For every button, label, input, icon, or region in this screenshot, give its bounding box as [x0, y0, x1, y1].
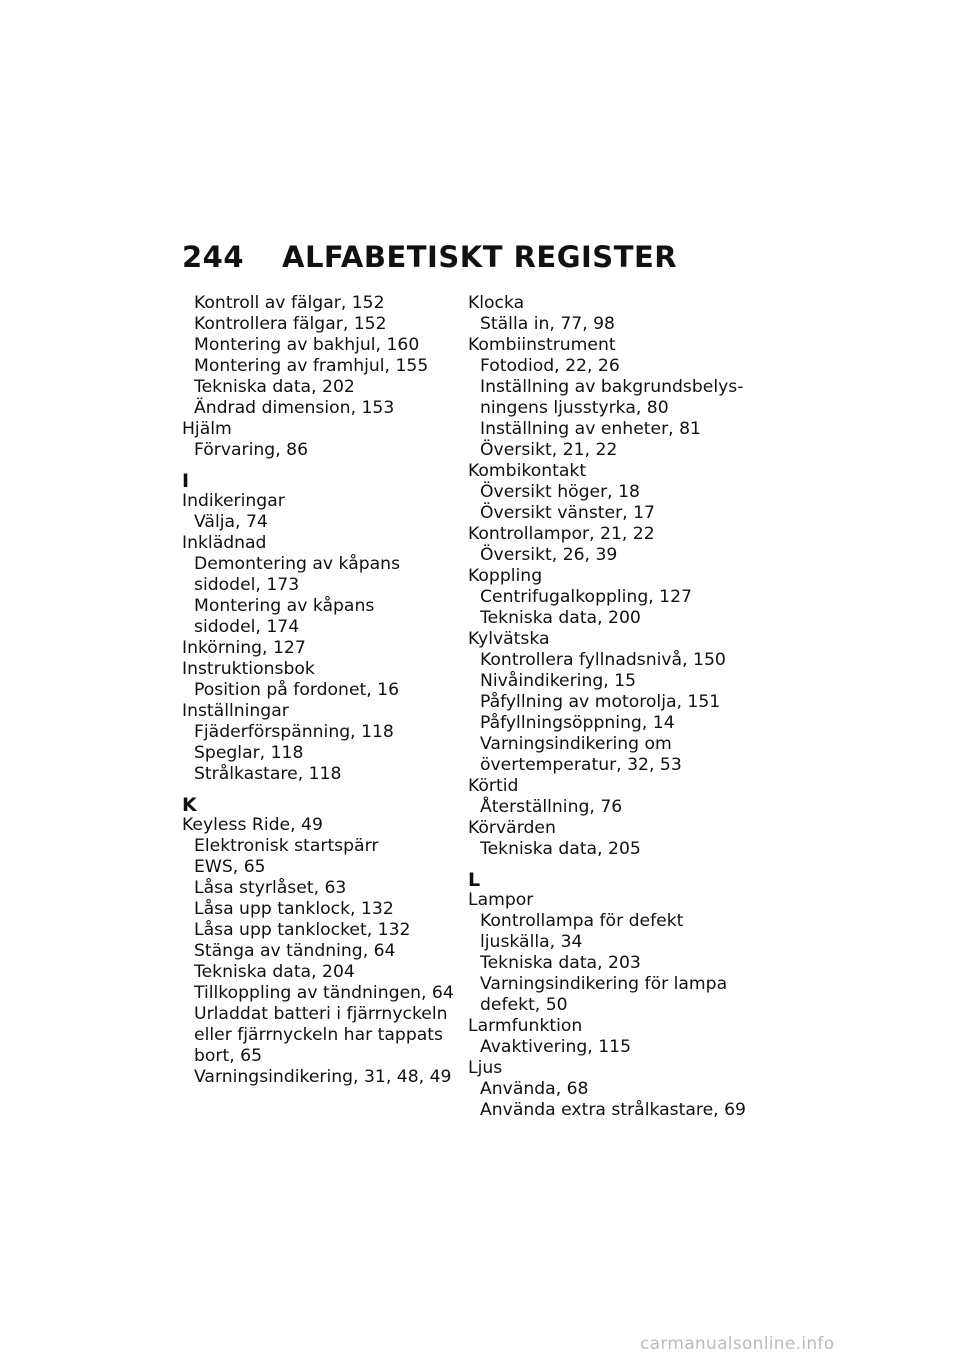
index-subentry: Inställning av bakgrundsbelys-	[480, 377, 744, 397]
index-subentry: Demontering av kåpans	[194, 554, 401, 574]
index-subentry: EWS, 65	[194, 857, 266, 877]
index-subentry: Tillkoppling av tändningen, 64	[194, 983, 454, 1003]
index-entry: Koppling	[468, 566, 543, 586]
index-subentry: övertemperatur, 32, 53	[480, 755, 682, 775]
index-subentry: Montering av bakhjul, 160	[194, 335, 420, 355]
index-subentry: Tekniska data, 204	[194, 962, 355, 982]
index-subentry: Kontrollera fyllnadsnivå, 150	[480, 650, 726, 670]
index-subentry: Strålkastare, 118	[194, 764, 342, 784]
index-entry: Kylvätska	[468, 629, 550, 649]
index-subentry: defekt, 50	[480, 995, 568, 1015]
index-subentry: Påfyllningsöppning, 14	[480, 713, 675, 733]
index-subentry: Använda extra strålkastare, 69	[480, 1100, 746, 1120]
index-subentry: Översikt, 21, 22	[480, 440, 618, 460]
index-subentry: Låsa styrlåset, 63	[194, 878, 347, 898]
index-entry: Inställningar	[182, 701, 289, 721]
index-subentry: Speglar, 118	[194, 743, 304, 763]
index-entry: Inkörning, 127	[182, 638, 306, 658]
index-entry: Hjälm	[182, 419, 232, 439]
index-subentry: Låsa upp tanklock, 132	[194, 899, 394, 919]
index-subentry: Fotodiod, 22, 26	[480, 356, 620, 376]
index-subentry: Montering av kåpans	[194, 596, 375, 616]
index-entry: Körvärden	[468, 818, 556, 838]
index-subentry: sidodel, 173	[194, 575, 300, 595]
index-subentry: Montering av framhjul, 155	[194, 356, 429, 376]
index-subentry: Varningsindikering, 31, 48, 49	[194, 1067, 452, 1087]
index-subentry: Välja, 74	[194, 512, 268, 532]
index-subentry: Låsa upp tanklocket, 132	[194, 920, 411, 940]
index-entry: Keyless Ride, 49	[182, 815, 323, 835]
index-subentry: Stänga av tändning, 64	[194, 941, 396, 961]
index-subentry: Fjäderförspänning, 118	[194, 722, 394, 742]
index-subentry: Använda, 68	[480, 1079, 589, 1099]
index-subentry: Översikt höger, 18	[480, 482, 640, 502]
index-entry: Inklädnad	[182, 533, 267, 553]
page-number: 244	[182, 240, 245, 274]
index-entry: Kombikontakt	[468, 461, 587, 481]
index-subentry: Elektronisk startspärr	[194, 836, 379, 856]
index-entry: Klocka	[468, 293, 525, 313]
page-header	[182, 240, 677, 274]
index-subentry: Centrifugalkoppling, 127	[480, 587, 692, 607]
index-subentry: Kontrollera fälgar, 152	[194, 314, 387, 334]
index-entry: Larmfunktion	[468, 1016, 583, 1036]
index-subentry: Kontrollampa för defekt	[480, 911, 684, 931]
index-entry: Kombiinstrument	[468, 335, 616, 355]
index-subentry: eller fjärrnyckeln har tappats	[194, 1025, 443, 1045]
index-subentry: Tekniska data, 205	[480, 839, 641, 859]
index-subentry: Kontroll av fälgar, 152	[194, 293, 385, 313]
index-letter-heading: I	[182, 470, 190, 492]
index-column-left	[182, 293, 472, 1088]
index-subentry: ningens ljusstyrka, 80	[480, 398, 669, 418]
index-entry: Instruktionsbok	[182, 659, 315, 679]
watermark: carmanualsonline.info	[640, 1334, 835, 1354]
index-subentry: Tekniska data, 203	[480, 953, 641, 973]
index-subentry: Översikt, 26, 39	[480, 545, 618, 565]
index-subentry: Ändrad dimension, 153	[194, 398, 395, 418]
index-subentry: ljuskälla, 34	[480, 932, 583, 952]
index-subentry: Ställa in, 77, 98	[480, 314, 615, 334]
index-subentry: Nivåindikering, 15	[480, 671, 637, 691]
index-subentry: Tekniska data, 200	[480, 608, 641, 628]
index-entry: Kontrollampor, 21, 22	[468, 524, 655, 544]
index-entry: Indikeringar	[182, 491, 285, 511]
index-subentry: Position på fordonet, 16	[194, 680, 400, 700]
index-entry: Körtid	[468, 776, 519, 796]
index-subentry: Varningsindikering för lampa	[480, 974, 728, 994]
index-letter-heading: L	[468, 869, 481, 891]
index-subentry: Avaktivering, 115	[480, 1037, 632, 1057]
page-title: ALFABETISKT REGISTER	[282, 240, 678, 274]
index-subentry: sidodel, 174	[194, 617, 300, 637]
index-subentry: Översikt vänster, 17	[480, 503, 655, 523]
index-subentry: Påfyllning av motorolja, 151	[480, 692, 721, 712]
index-entry: Ljus	[468, 1058, 503, 1078]
index-letter-heading: K	[182, 794, 197, 816]
index-subentry: Urladdat batteri i fjärrnyckeln	[194, 1004, 448, 1024]
index-subentry: bort, 65	[194, 1046, 263, 1066]
index-subentry: Förvaring, 86	[194, 440, 309, 460]
index-subentry: Återställning, 76	[480, 797, 623, 817]
index-subentry: Tekniska data, 202	[194, 377, 355, 397]
index-subentry: Inställning av enheter, 81	[480, 419, 701, 439]
index-entry: Lampor	[468, 890, 534, 910]
index-column-right	[468, 293, 758, 1121]
index-subentry: Varningsindikering om	[480, 734, 672, 754]
